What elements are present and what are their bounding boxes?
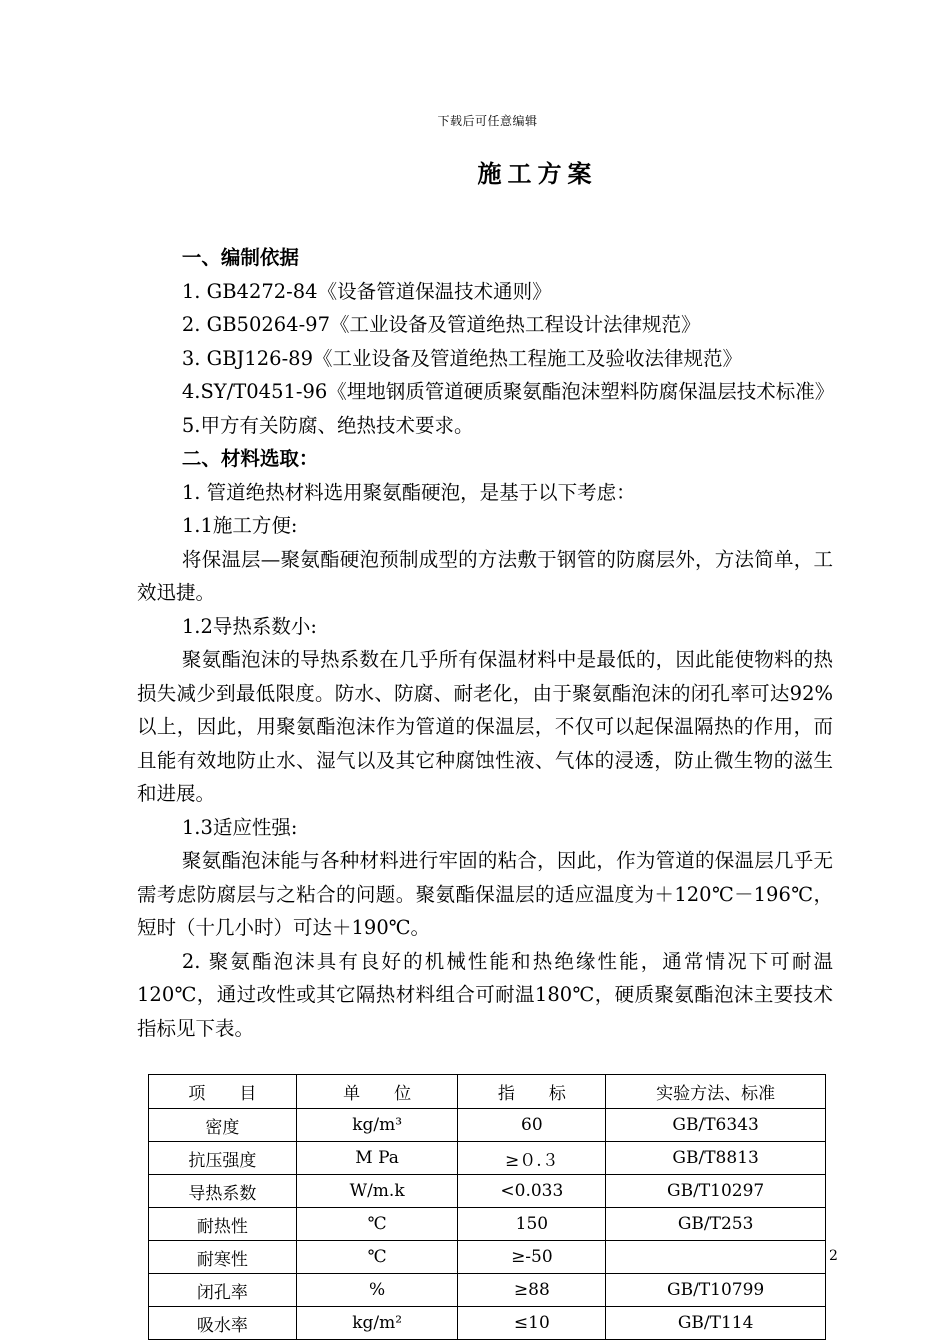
table-cell: kg/m²: [296, 1307, 458, 1340]
table-cell: 耐寒性: [149, 1241, 297, 1274]
table-cell: 密度: [149, 1109, 297, 1142]
table-header-cell: 指 标: [458, 1075, 606, 1109]
header-note: 下载后可任意编辑: [437, 114, 538, 128]
document-body: [137, 241, 833, 1045]
paragraph: 1.3适应性强:: [181, 815, 298, 839]
table-cell: ≥-50: [458, 1241, 606, 1274]
table-cell: GB/T253: [606, 1208, 826, 1241]
table-header-cell: 单 位: [296, 1075, 458, 1109]
paragraph: 聚氨酯泡沫的导热系数在几乎所有保温材料中是最低的，因此能使物料的热损失减少到最低限度。防水、防腐、耐老化，由于聚氨酯泡沫的闭孔率可达92%以上，因此，用聚氨酯泡沫作为管道的保温层，不仅可以起保温隔热的作用，而且能有效地防止水、湿气以及其它种腐蚀性液、气体的浸透，防止微生物的滋生和进展。: [137, 648, 833, 805]
table-cell: 吸水率: [149, 1307, 297, 1340]
table-cell: ≤10: [458, 1307, 606, 1340]
table-cell: kg/m³: [296, 1109, 458, 1142]
table-cell: 导热系数: [149, 1175, 297, 1208]
table-cell: 60: [458, 1109, 606, 1142]
table-cell: ℃: [296, 1208, 458, 1241]
table-cell: <0.033: [458, 1175, 606, 1208]
table-row: [149, 1241, 826, 1274]
table-cell: ≥88: [458, 1274, 606, 1307]
paragraph: 2. GB50264-97《工业设备及管道绝热工程设计法律规范》: [181, 313, 701, 336]
paragraph: 5.甲方有关防腐、绝热技术要求。: [181, 413, 474, 437]
paragraph: 2. 聚氨酯泡沫具有良好的机械性能和热绝缘性能，通常情况下可耐温120℃，通过改性或其它隔热材料组合可耐温180℃，硬质聚氨酯泡沫主要技术指标见下表。: [137, 949, 833, 1040]
table-cell: 闭孔率: [149, 1274, 297, 1307]
table-row: [149, 1307, 826, 1340]
section-heading-basis: 一、编制依据: [181, 246, 299, 269]
table-cell: GB/T6343: [606, 1109, 826, 1142]
table-cell: 抗压强度: [149, 1142, 297, 1175]
table-cell: 150: [458, 1208, 606, 1241]
paragraph: 1. 管道绝热材料选用聚氨酯硬泡，是基于以下考虑：: [181, 480, 636, 504]
table-row: [149, 1208, 826, 1241]
table-header-cell: 项 目: [149, 1075, 297, 1109]
table-cell: %: [296, 1274, 458, 1307]
table-cell: GB/T8813: [606, 1142, 826, 1175]
table-cell: GB/T10297: [606, 1175, 826, 1208]
table-cell: [606, 1241, 826, 1274]
table-cell: M Pa: [296, 1142, 458, 1175]
section-heading-material: 二、材料选取：: [181, 447, 319, 470]
table-cell: ℃: [296, 1241, 458, 1274]
table-cell: 耐热性: [149, 1208, 297, 1241]
paragraph: 1. GB4272-84《设备管道保温技术通则》: [181, 279, 552, 303]
table-row: [149, 1274, 826, 1307]
table-header-row: [149, 1075, 826, 1109]
paragraph: 将保温层—聚氨酯硬泡预制成型的方法敷于钢管的防腐层外，方法简单，工效迅捷。: [137, 547, 833, 604]
table-row: [149, 1175, 826, 1208]
table-row: [149, 1142, 826, 1175]
spec-table: [148, 1074, 826, 1340]
table-cell: GB/T114: [606, 1307, 826, 1340]
page-number: 2: [829, 1248, 838, 1264]
table-cell: W/m.k: [296, 1175, 458, 1208]
document-title: 施工方案: [477, 159, 598, 188]
paragraph: 1.2导热系数小:: [181, 614, 317, 638]
paragraph: 3. GBJ126-89《工业设备及管道绝热工程施工及验收法律规范》: [181, 346, 742, 370]
table-row: [149, 1109, 826, 1142]
paragraph: 4.SY/T0451-96《埋地钢质管道硬质聚氨酯泡沫塑料防腐保温层技术标准》: [181, 380, 835, 403]
table-cell: GB/T10799: [606, 1274, 826, 1307]
paragraph: 聚氨酯泡沫能与各种材料进行牢固的粘合，因此，作为管道的保温层几乎无需考虑防腐层与之粘合的问题。聚氨酯保温层的适应温度为＋120℃－196℃，短时（十几小时）可达＋190℃。: [137, 849, 833, 939]
table-header-cell: 实验方法、标准: [606, 1075, 826, 1109]
paragraph: 1.1施工方便:: [181, 514, 298, 537]
table-cell: ≥０.３: [458, 1142, 606, 1175]
